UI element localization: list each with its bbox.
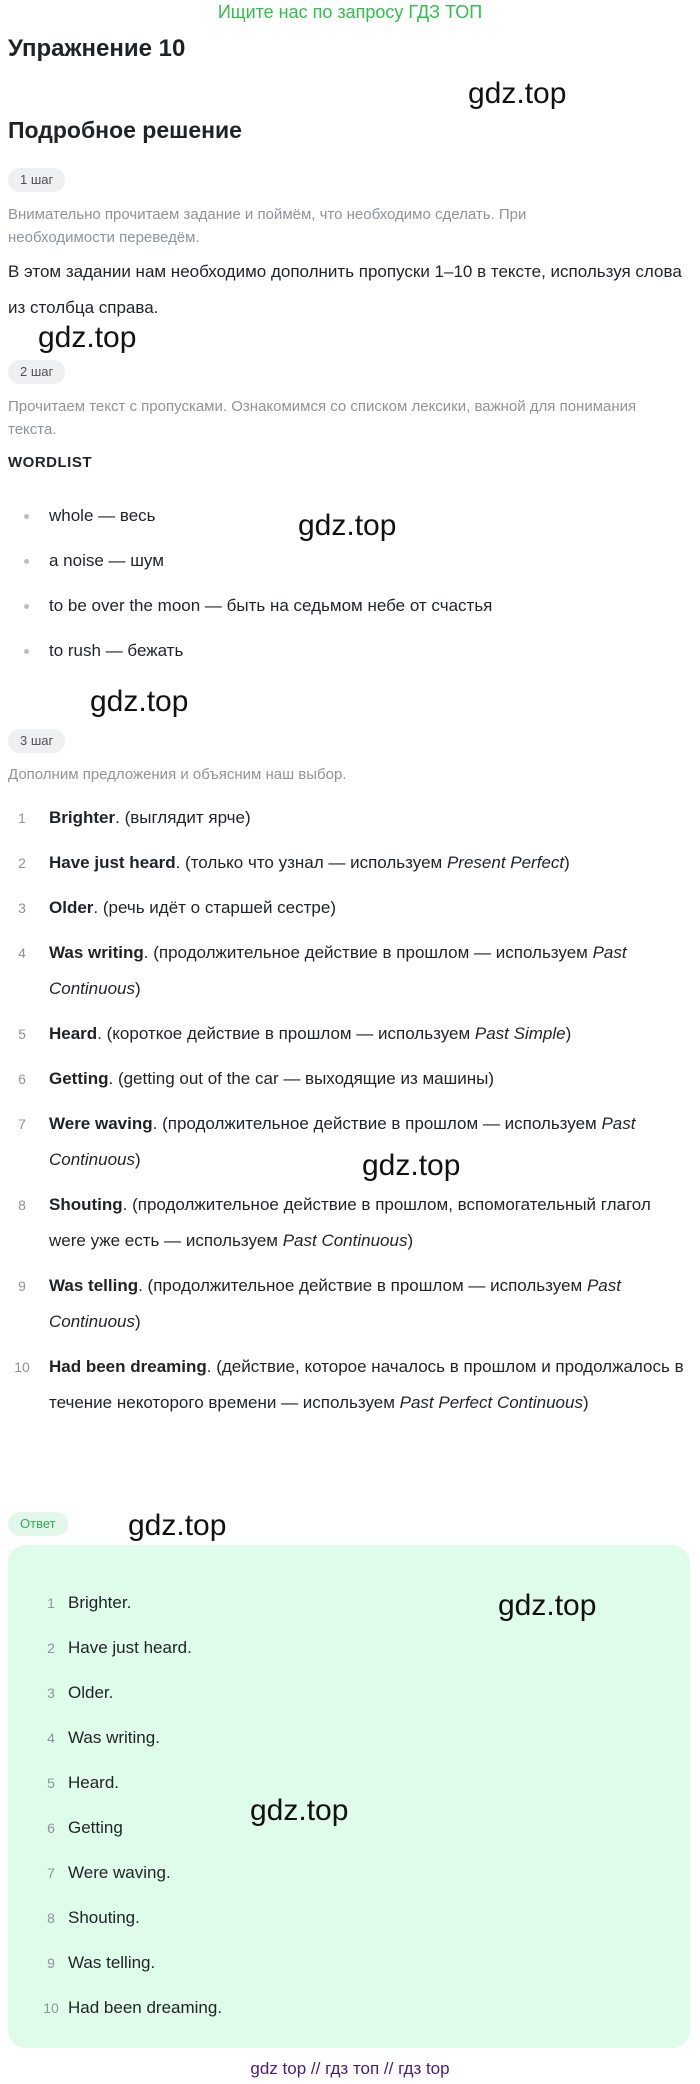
solution-item: [8, 1061, 688, 1097]
solution-item: [8, 890, 688, 926]
explanation: . (только что узнал — используем: [175, 853, 447, 872]
list-item-text: a noise — шум: [49, 551, 164, 570]
explanation-end: ): [407, 1231, 414, 1250]
step-hint-3: Дополним предложения и объясним наш выбор.: [8, 766, 347, 783]
wordlist-title: WORDLIST: [8, 454, 92, 471]
answer-text: Have just heard.: [68, 1638, 192, 1657]
tense-name: Past Continuous: [49, 1276, 621, 1331]
explanation-end: ): [135, 1150, 141, 1169]
list-item: [8, 632, 668, 677]
answer-text: Was writing.: [68, 1728, 160, 1747]
item-number: 2: [47, 1640, 55, 1656]
solution-list: [8, 800, 688, 1430]
answer-badge: Ответ: [8, 1512, 68, 1536]
item-number: 2: [18, 855, 26, 871]
answer-text: Getting: [68, 1818, 123, 1837]
tense-name: Past Simple: [474, 1024, 566, 1043]
answer-word: Were waving: [49, 1114, 153, 1133]
answer-item: [42, 1855, 642, 1900]
item-number: 5: [18, 1026, 26, 1042]
explanation: . (речь идёт о старшей сестре): [93, 898, 336, 917]
tense-name: Past Continuous: [49, 1114, 636, 1169]
explanation: . (продолжительное действие в прошлом — используем: [152, 1114, 602, 1133]
answer-word: Getting: [49, 1069, 109, 1088]
explanation-end: ): [565, 1024, 572, 1043]
watermark: gdz.top: [128, 1509, 227, 1542]
watermark: gdz.top: [38, 321, 137, 354]
item-number: 9: [18, 1278, 26, 1294]
explanation: . (продолжительное действие в прошлом — используем: [138, 1276, 587, 1295]
answer-item: [42, 1990, 642, 2035]
answer-word: Brighter: [49, 808, 116, 827]
item-number: 9: [47, 1955, 55, 1971]
answer-word: Was telling: [49, 1276, 139, 1295]
item-number: 6: [18, 1071, 26, 1087]
item-number: 7: [47, 1865, 55, 1881]
explanation: . (выглядит ярче): [115, 808, 251, 827]
list-item: [8, 587, 668, 632]
tense-name: Past Perfect Continuous: [399, 1393, 583, 1412]
answer-text: Had been dreaming.: [68, 1998, 223, 2017]
explanation: . (продолжительное действие в прошлом — используем: [143, 943, 593, 962]
answer-word: Older: [49, 898, 94, 917]
bullet-icon: [24, 559, 29, 564]
answer-word: Was writing: [49, 943, 144, 962]
item-number: 1: [47, 1595, 55, 1611]
solution-item: [8, 1349, 688, 1421]
answer-word: Had been dreaming: [49, 1357, 207, 1376]
explanation-end: ): [582, 1393, 589, 1412]
answer-text: Older.: [68, 1683, 114, 1702]
watermark: gdz.top: [498, 1589, 597, 1622]
item-number: 4: [47, 1730, 55, 1746]
watermark: gdz.top: [90, 685, 189, 718]
answer-text: Heard.: [68, 1773, 120, 1792]
explanation-end: ): [135, 1312, 141, 1331]
item-number: 4: [18, 945, 26, 961]
step-badge-2: 2 шаг: [8, 360, 65, 384]
answer-item: [42, 1900, 642, 1945]
step-text-1: В этом задании нам необходимо дополнить пропуски 1–10 в тексте, используя слова из столбца справа.: [8, 262, 682, 317]
answer-item: [42, 1630, 642, 1675]
answer-word: Shouting: [49, 1195, 123, 1214]
footer-links: gdz top // гдз топ // гдз top: [250, 2059, 450, 2078]
item-number: 8: [18, 1197, 26, 1213]
answer-item: [42, 1945, 642, 1990]
list-item-text: to be over the moon — быть на седьмом небе от счастья: [49, 596, 493, 615]
solution-item: [8, 1016, 688, 1052]
tense-name: Present Perfect: [446, 853, 565, 872]
bullet-icon: [24, 649, 29, 654]
solution-item: [8, 1187, 688, 1259]
section-title: Подробное решение: [8, 117, 242, 143]
tense-name: Past Continuous: [49, 943, 627, 998]
explanation: . (getting out of the car — выходящие из машины): [108, 1069, 495, 1088]
explanation: . (действие, которое началось в прошлом и продолжалось в течение некоторого времени — используем: [49, 1357, 684, 1412]
watermark: gdz.top: [362, 1149, 461, 1182]
solution-item: [8, 935, 688, 1007]
step-hint-2: Прочитаем текст с пропусками. Ознакомимся со списком лексики, важной для понимания текста.: [8, 398, 637, 438]
item-number: 8: [47, 1910, 55, 1926]
tense-name: Past Continuous: [282, 1231, 408, 1250]
search-banner: Ищите нас по запросу ГДЗ ТОП: [217, 2, 483, 22]
step-hint-1: Внимательно прочитаем задание и поймём, что необходимо сделать. При необходимости переведём.: [8, 206, 527, 246]
list-item-text: whole — весь: [49, 506, 156, 525]
solution-item: [8, 1268, 688, 1340]
list-item: [8, 542, 668, 587]
item-number: 7: [18, 1116, 26, 1132]
watermark: gdz.top: [298, 509, 397, 542]
step-badge-1: 1 шаг: [8, 168, 65, 192]
watermark: gdz.top: [250, 1794, 349, 1827]
list-item-text: to rush — бежать: [49, 641, 184, 660]
answer-item: [42, 1675, 642, 1720]
solution-item: [8, 800, 688, 836]
answer-item: [42, 1720, 642, 1765]
step-badge-3: 3 шаг: [8, 729, 65, 753]
answer-text: Were waving.: [68, 1863, 171, 1882]
solution-item: [8, 845, 688, 881]
item-number: 10: [14, 1359, 30, 1375]
watermark: gdz.top: [468, 77, 567, 110]
answer-text: Shouting.: [68, 1908, 140, 1927]
item-number: 10: [43, 2000, 59, 2016]
item-number: 3: [47, 1685, 55, 1701]
answer-text: Brighter.: [68, 1593, 132, 1612]
solution-item: [8, 1106, 688, 1178]
answer-word: Heard: [49, 1024, 98, 1043]
explanation-end: ): [135, 979, 141, 998]
answer-word: Have just heard: [49, 853, 176, 872]
explanation-end: ): [564, 853, 570, 872]
explanation: . (продолжительное действие в прошлом, вспомогательный глагол were уже есть — используем: [49, 1195, 651, 1250]
item-number: 6: [47, 1820, 55, 1836]
bullet-icon: [24, 604, 29, 609]
item-number: 1: [18, 810, 26, 826]
bullet-icon: [24, 514, 29, 519]
item-number: 3: [18, 900, 26, 916]
page-title: Упражнение 10: [8, 35, 186, 62]
explanation: . (короткое действие в прошлом — используем: [97, 1024, 475, 1043]
answer-text: Was telling.: [68, 1953, 156, 1972]
item-number: 5: [47, 1775, 55, 1791]
